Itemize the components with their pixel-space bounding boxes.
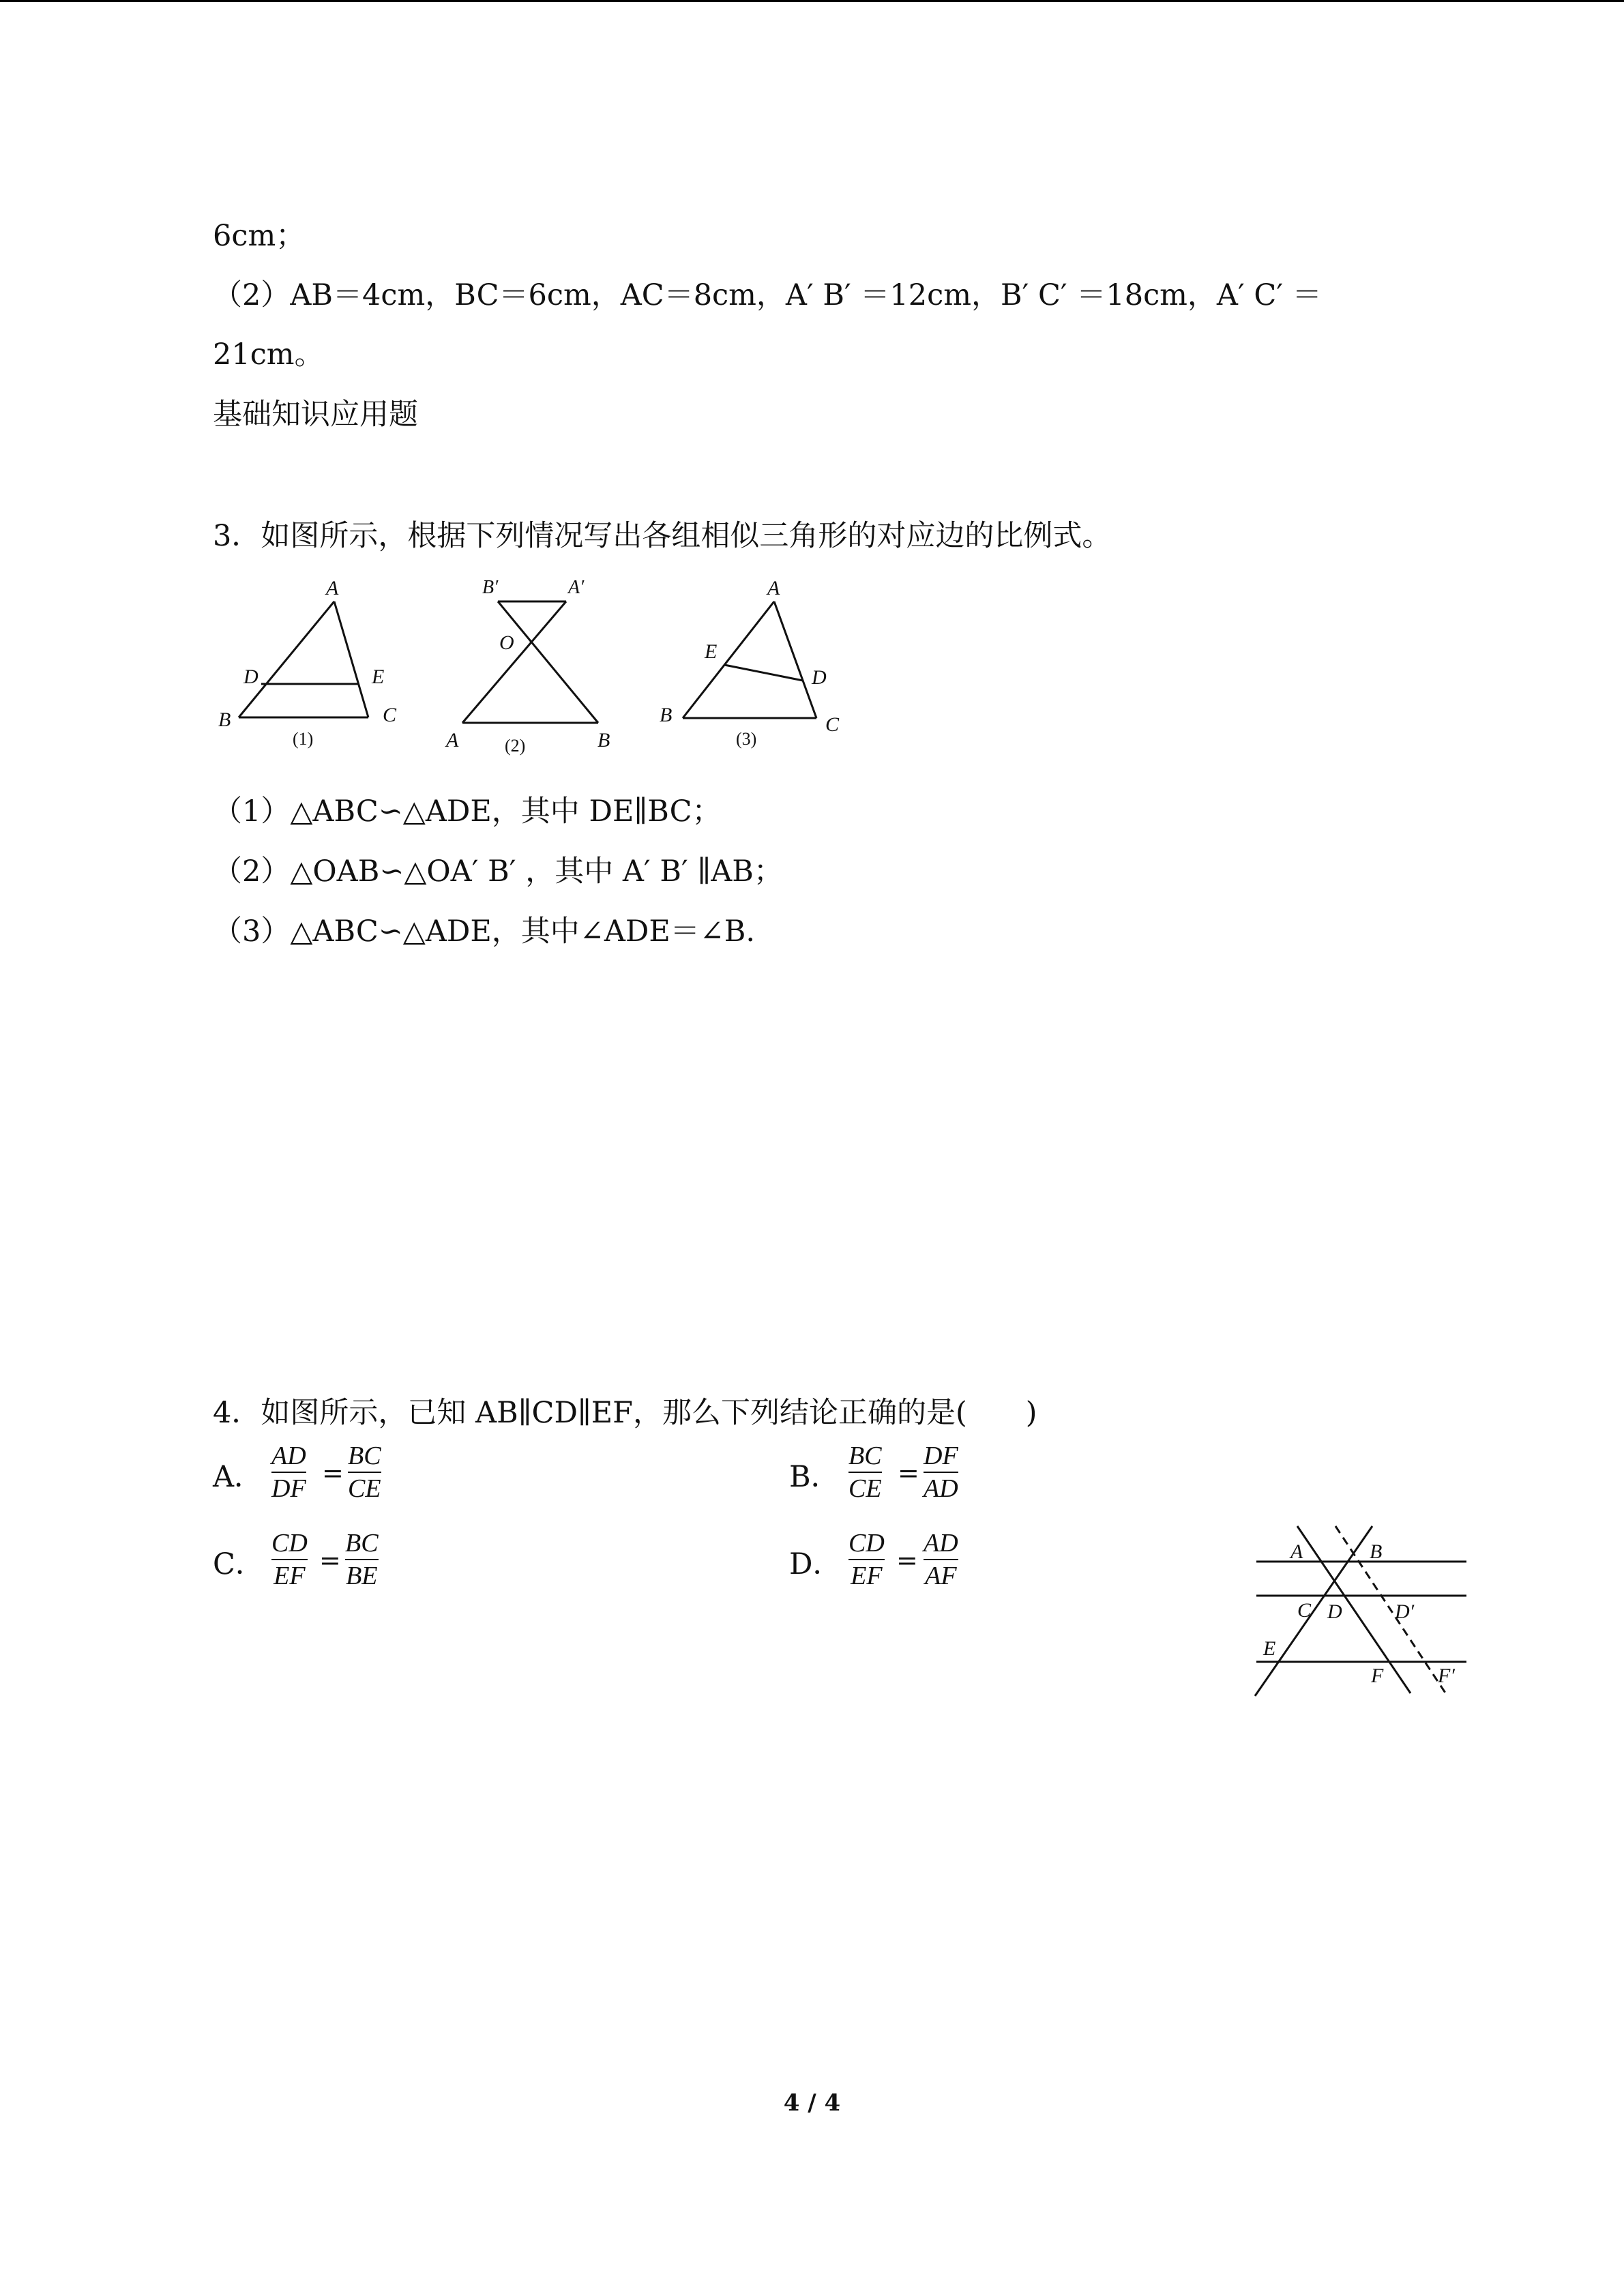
fig3-caption: (3)	[736, 729, 757, 749]
fig1-label-d: D	[243, 666, 259, 688]
fig2-label-aprime: A′	[568, 577, 585, 598]
fig2-caption: (2)	[505, 736, 526, 756]
fig4-label-e: E	[1263, 1637, 1276, 1660]
fig2-label-bprime: B′	[482, 577, 499, 598]
option-b-fraction-left: BC CE	[848, 1442, 882, 1503]
text-line-6cm: 6cm；	[213, 219, 306, 253]
question-3: 3．如图所示，根据下列情况写出各组相似三角形的对应边的比例式。	[213, 519, 1112, 553]
fig3-label-a: A	[767, 577, 780, 599]
option-a-fraction-left: AD DF	[271, 1442, 306, 1503]
option-a-fraction-right: BC CE	[348, 1442, 381, 1503]
text-line-part2: （2）AB＝4cm，BC＝6cm，AC＝8cm，A′ B′ ＝12cm，B′ C′ ＝18cm，A′ C′ ＝	[213, 278, 1322, 312]
figure-2	[437, 573, 634, 764]
page-number: 4 / 4	[783, 2089, 841, 2117]
option-d-fraction-left: CD EF	[848, 1529, 885, 1590]
fig4-label-dprime: D′	[1395, 1600, 1415, 1623]
fig2-label-a: A	[446, 729, 459, 751]
fig3-label-b: B	[660, 704, 673, 726]
option-c-fraction-left: CD EF	[271, 1529, 308, 1590]
fig1-label-a: A	[326, 577, 339, 599]
fig2-label-o: O	[499, 631, 514, 654]
fig4-label-a: A	[1290, 1540, 1303, 1563]
option-c-equals: =	[319, 1545, 341, 1575]
fig4-label-fprime: F′	[1438, 1665, 1455, 1687]
fig1-label-b: B	[218, 709, 231, 731]
fig3-label-d: D	[812, 666, 827, 689]
figure-1	[215, 573, 419, 757]
option-d-label: D．	[789, 1547, 842, 1581]
fig1-label-c: C	[383, 704, 397, 726]
question-3-part3: （3）△ABC∽△ADE，其中∠ADE＝∠B.	[213, 914, 756, 949]
option-c-fraction-right: BC BE	[345, 1529, 379, 1590]
fig3-label-c: C	[825, 713, 840, 736]
option-a-equals: =	[322, 1458, 344, 1488]
question-4: 4．如图所示，已知 AB∥CD∥EF，那么下列结论正确的是( )	[213, 1396, 1037, 1430]
question-3-part2: （2）△OAB∽△OA′ B′ ，其中 A′ B′ ∥AB；	[213, 854, 783, 889]
top-border	[0, 0, 1624, 2]
figure-4	[1248, 1517, 1473, 1715]
fig4-label-c: C	[1297, 1599, 1312, 1622]
fig1-caption: (1)	[293, 729, 314, 749]
option-b-fraction-right: DF AD	[924, 1442, 958, 1503]
option-b-label: B．	[789, 1460, 840, 1494]
text-line-21cm: 21cm。	[213, 338, 324, 372]
fig4-label-d: D	[1327, 1600, 1342, 1623]
option-d-equals: =	[896, 1545, 918, 1575]
option-b-equals: =	[898, 1458, 919, 1488]
option-c-label: C．	[213, 1547, 265, 1581]
option-a-label: A．	[213, 1460, 264, 1494]
fig4-label-b: B	[1370, 1540, 1383, 1563]
question-3-part1: （1）△ABC∽△ADE，其中 DE∥BC；	[213, 794, 722, 829]
figure-3	[651, 573, 856, 757]
fig4-label-f: F	[1371, 1665, 1384, 1687]
section-heading: 基础知识应用题	[213, 398, 418, 432]
option-d-fraction-right: AD AF	[924, 1529, 958, 1590]
fig3-label-e: E	[705, 640, 718, 663]
fig1-label-e: E	[372, 666, 385, 688]
fig2-label-b: B	[597, 729, 610, 751]
